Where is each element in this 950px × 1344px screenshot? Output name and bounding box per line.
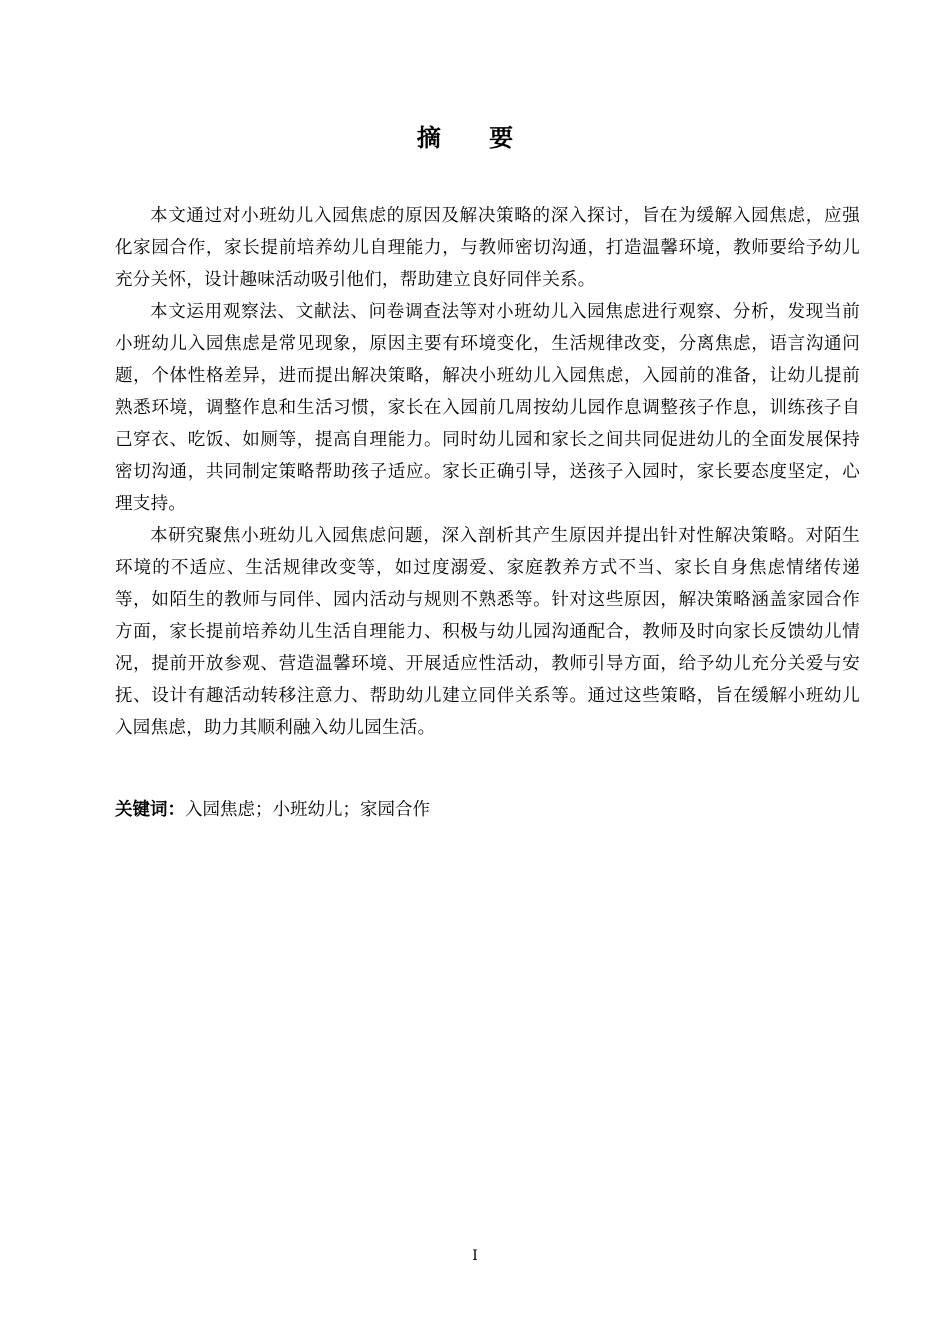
keywords-line xyxy=(115,795,860,825)
keywords-label: 关键词： xyxy=(115,800,185,820)
abstract-title: 摘 要 xyxy=(416,124,534,152)
abstract-body xyxy=(115,200,860,744)
page-number: I xyxy=(472,1248,478,1264)
abstract-paragraph-2: 本文运用观察法、文献法、问卷调查法等对小班幼儿入园焦虑进行观察、分析，发现当前小班幼儿入园焦虑是常见现象，原因主要有环境变化，生活规律改变，分离焦虑，语言沟通问题，个体性格差异，进而提出解决策略，解决小班幼儿入园焦虑，入园前的准备，让幼儿提前熟悉环境，调整作息和生活习惯，家长在入园前几周按幼儿园作息调整孩子作息，训练孩子自己穿衣、吃饭、如厕等，提高自理能力。同时幼儿园和家长之间共同促进幼儿的全面发展保持密切沟通，共同制定策略帮助孩子适应。家长正确引导，送孩子入园时，家长要态度坚定，心理支持。 xyxy=(115,302,860,514)
keywords-text: 入园焦虑；小班幼儿；家园合作 xyxy=(185,800,430,820)
abstract-paragraph-1: 本文通过对小班幼儿入园焦虑的原因及解决策略的深入探讨，旨在为缓解入园焦虑，应强化家园合作，家长提前培养幼儿自理能力，与教师密切沟通，打造温馨环境，教师要给予幼儿充分关怀，设计趣味活动吸引他们，帮助建立良好同伴关系。 xyxy=(115,206,860,290)
abstract-paragraph-3: 本研究聚焦小班幼儿入园焦虑问题，深入剖析其产生原因并提出针对性解决策略。对陌生环境的不适应、生活规律改变等，如过度溺爱、家庭教养方式不当、家长自身焦虑情绪传递等，如陌生的教师与同伴、园内活动与规则不熟悉等。针对这些原因，解决策略涵盖家园合作方面，家长提前培养幼儿生活自理能力、积极与幼儿园沟通配合，教师及时向家长反馈幼儿情况，提前开放参观、营造温馨环境、开展适应性活动，教师引导方面，给予幼儿充分关爱与安抚、设计有趣活动转移注意力、帮助幼儿建立同伴关系等。通过这些策略，旨在缓解小班幼儿入园焦虑，助力其顺利融入幼儿园生活。 xyxy=(115,526,860,738)
